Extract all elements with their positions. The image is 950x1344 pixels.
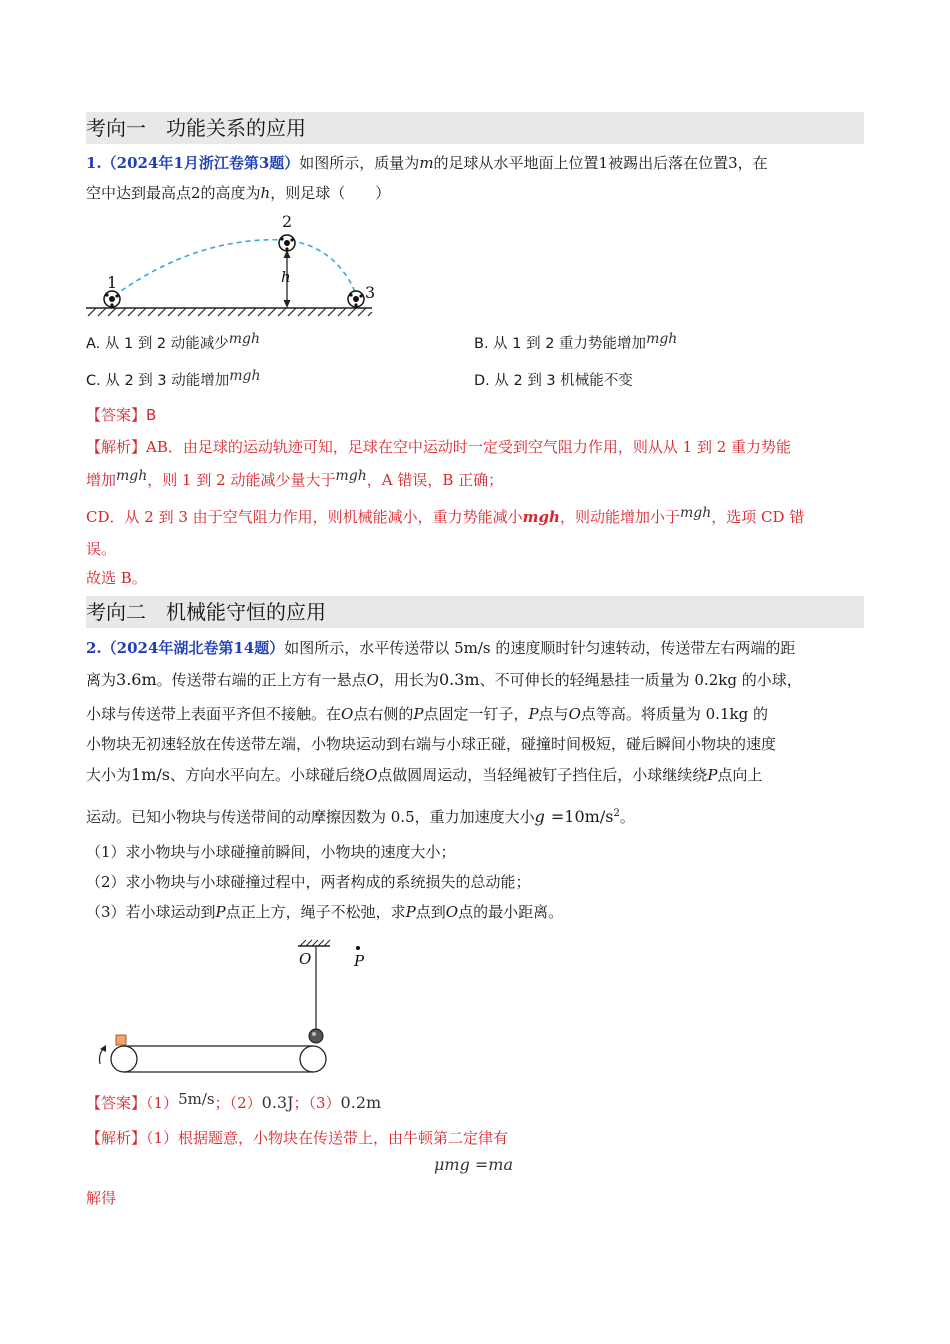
analysis-text: CD．从 2 到 3 由于空气阻力作用，则机械能减小，重力势能减小: [86, 508, 523, 526]
q2-var-g: g: [534, 807, 545, 826]
ground-hatch: [88, 308, 372, 316]
analysis-math: mgh: [679, 505, 712, 521]
analysis-text: AB．由足球的运动轨迹可知，足球在空中运动时一定受到空气阻力作用，则从从 1 到 2 重力势能: [146, 438, 792, 456]
q2-var-o: O: [568, 705, 581, 723]
rotation-arrow-head: [100, 1045, 106, 1052]
q2-sub-text: （3）若小球运动到: [86, 903, 216, 921]
q1-analysis-conclusion: [86, 567, 147, 589]
q2-sub-text: （2）求小物块与小球碰撞过程中，两者构成的系统损失的总动能；: [86, 873, 531, 891]
q2-subquestion-1: [86, 841, 456, 863]
analysis-label: 【解析】: [86, 1129, 147, 1147]
q2-stem-text: 、方向水平向左。小球碰后绕: [169, 766, 365, 784]
q2-stem-text: 点与: [538, 705, 569, 723]
q2-var-p: P: [405, 903, 416, 921]
answer-value: 0.2m: [340, 1093, 382, 1112]
q2-stem-text: 点等高。将质量为 0.1kg 的: [580, 705, 768, 723]
q1-var-h: h: [260, 184, 271, 202]
q2-var-p: P: [707, 766, 718, 784]
position-label-3: 3: [365, 283, 376, 302]
option-text: D. 从 2 到 3 机械能不变: [474, 373, 633, 389]
q1-var-m: m: [419, 154, 434, 172]
answer-value: B: [146, 406, 157, 424]
answer-part: ；（3）: [293, 1094, 341, 1112]
q1-answer: [86, 404, 156, 426]
q2-sub-text: 点的最小距离。: [458, 903, 564, 921]
q1-source: （2024年1月浙江卷第3题）: [101, 154, 300, 172]
q2-stem-text: 点做圆周运动，当轻绳被钉子挡住后，小球继续绕: [377, 766, 708, 784]
q2-stem-line-3: [86, 703, 768, 725]
q2-stem-text: 点向上: [717, 766, 763, 784]
analysis-text: 解得: [86, 1189, 117, 1207]
analysis-math: mgh: [335, 468, 367, 484]
option-text: A. 从 1 到 2 动能减少: [86, 336, 229, 352]
q2-sub-text: 点正上方，绳子不松弛，求: [225, 903, 406, 921]
q2-math: =10m/s: [550, 807, 614, 826]
option-text: B. 从 1 到 2 重力势能增加: [474, 336, 647, 352]
q1-option-c[interactable]: [86, 370, 261, 392]
analysis-text: ，A 错误，B 正确；: [366, 471, 504, 489]
ball-icon: [348, 291, 364, 307]
q2-stem-line-4: [86, 733, 776, 755]
height-label-h: h: [281, 268, 291, 286]
q2-stem-text: 小物块无初速轻放在传送带左端，小物块运动到右端与小球正碰，碰撞时间极短，碰后瞬间小物块的速度: [86, 735, 777, 753]
q1-trajectory-figure: [86, 210, 378, 322]
q1-option-d[interactable]: [474, 370, 633, 392]
analysis-label: 【解析】: [86, 438, 147, 456]
analysis-text: 增加: [86, 471, 117, 489]
answer-value: 0.3J: [261, 1093, 294, 1112]
section-title: 考向二 机械能守恒的应用: [86, 600, 326, 624]
analysis-text: ，则动能增加小于: [559, 508, 680, 526]
q2-sub-text: 点到: [415, 903, 446, 921]
block: [116, 1035, 126, 1045]
q2-math-sup: 2: [613, 808, 620, 819]
q2-stem-text: 、不可伸长的轻绳悬挂一质量为 0.2kg 的小球，: [479, 671, 802, 689]
q2-var-p: P: [528, 705, 539, 723]
q2-math: 3.6m: [116, 670, 157, 689]
q1-option-b[interactable]: [474, 333, 677, 355]
answer-label: 【答案】: [86, 406, 147, 424]
q1-analysis-line-4: [86, 538, 116, 560]
q2-stem-line-2: [86, 669, 802, 691]
q2-stem-line-5: [86, 764, 762, 786]
q2-var-p: P: [215, 903, 226, 921]
position-label-2: 2: [282, 212, 293, 231]
section-heading-1: [86, 112, 864, 144]
q2-stem-line-6: [86, 803, 635, 828]
q2-stem-text: 离为: [86, 671, 117, 689]
section-title: 考向一 功能关系的应用: [86, 116, 306, 140]
q1-stem-line-1: [86, 152, 768, 174]
q2-stem-text: 点右侧的: [353, 705, 414, 723]
q2-stem-text: 如图所示，水平传送带以 5m/s 的速度顺时针匀速转动，传送带左右两端的距: [284, 639, 796, 657]
q2-var-o: O: [341, 705, 354, 723]
analysis-text: ，则 1 到 2 动能减少量大于: [147, 471, 336, 489]
ball-icon: [279, 235, 295, 251]
q2-answer: [86, 1092, 381, 1114]
q1-number: 1.: [86, 154, 102, 172]
q2-sub-text: （1）求小物块与小球碰撞前瞬间，小物块的速度大小；: [86, 843, 456, 861]
q1-stem-text: ，则足球（ ）: [270, 184, 391, 202]
q2-stem-text: 大小为: [86, 766, 132, 784]
q2-conveyor-figure: [86, 936, 376, 1078]
ceiling-hatch: [300, 940, 330, 946]
analysis-text: ，选项 CD 错: [711, 508, 805, 526]
arrow-head-down: [284, 300, 291, 308]
q1-analysis-line-3: [86, 506, 804, 529]
q2-stem-text: 。: [619, 808, 635, 826]
analysis-text: （1）根据题意，小物块在传送带上，由牛顿第二定律有: [146, 1129, 509, 1147]
option-math: mgh: [646, 331, 678, 347]
trajectory-curve: [114, 240, 356, 296]
analysis-math: mgh: [116, 468, 148, 484]
q2-analysis-line-1: [86, 1127, 508, 1149]
answer-part: （1）: [146, 1094, 179, 1112]
q2-formula: [434, 1154, 513, 1176]
q2-number: 2.: [86, 639, 102, 657]
q1-stem-text: 如图所示，质量为: [299, 154, 420, 172]
point-label-p: P: [354, 952, 365, 970]
q1-analysis-line-2: [86, 469, 503, 492]
q2-var-p: P: [413, 705, 424, 723]
option-math: mgh: [229, 368, 261, 384]
q2-source: （2024年湖北卷第14题）: [101, 639, 285, 657]
analysis-text: 误。: [86, 540, 117, 558]
analysis-bold-math: mgh: [522, 508, 560, 526]
section-heading-2: [86, 596, 864, 628]
answer-value: 5m/s: [178, 1090, 215, 1108]
q2-stem-text: 。传送带右端的正上方有一悬点: [156, 671, 367, 689]
option-text: C. 从 2 到 3 动能增加: [86, 373, 230, 389]
q2-stem-text: 运动。已知小物块与传送带间的动摩擦因数为 0.5，重力加速度大小: [86, 808, 535, 826]
point-label-o: O: [299, 950, 312, 968]
q2-subquestion-3: [86, 901, 563, 923]
q2-math: 1m/s: [131, 765, 170, 784]
analysis-text: 故选 B。: [86, 569, 147, 587]
ball-icon: [104, 291, 120, 307]
q1-stem-text: 的足球从水平地面上位置1被踢出后落在位置3，在: [433, 154, 768, 172]
q2-var-o: O: [366, 671, 379, 689]
q2-stem-line-1: [86, 637, 795, 659]
right-pulley: [300, 1046, 326, 1072]
left-pulley: [111, 1046, 137, 1072]
position-label-1: 1: [107, 273, 118, 292]
q1-option-a[interactable]: [86, 333, 260, 355]
nail-point: [356, 946, 360, 950]
q2-var-o: O: [364, 766, 378, 784]
q1-analysis-line-1: [86, 436, 791, 458]
q2-stem-text: ，用长为: [378, 671, 439, 689]
answer-part: ；（2）: [214, 1094, 262, 1112]
q1-stem-text: 空中达到最高点2的高度为: [86, 184, 261, 202]
q2-analysis-line-2: [86, 1187, 116, 1209]
option-math: mgh: [228, 331, 261, 347]
q1-stem-line-2: [86, 182, 390, 204]
answer-label: 【答案】: [86, 1094, 147, 1112]
formula-text: μmg =ma: [434, 1155, 514, 1174]
q2-stem-text: 点固定一钉子，: [423, 705, 529, 723]
q2-var-o: O: [445, 903, 459, 921]
ball-icon: [309, 1029, 323, 1043]
q2-subquestion-2: [86, 871, 531, 893]
q2-math: 0.3m: [438, 670, 480, 689]
q2-stem-text: 小球与传送带上表面平齐但不接触。在: [86, 705, 342, 723]
